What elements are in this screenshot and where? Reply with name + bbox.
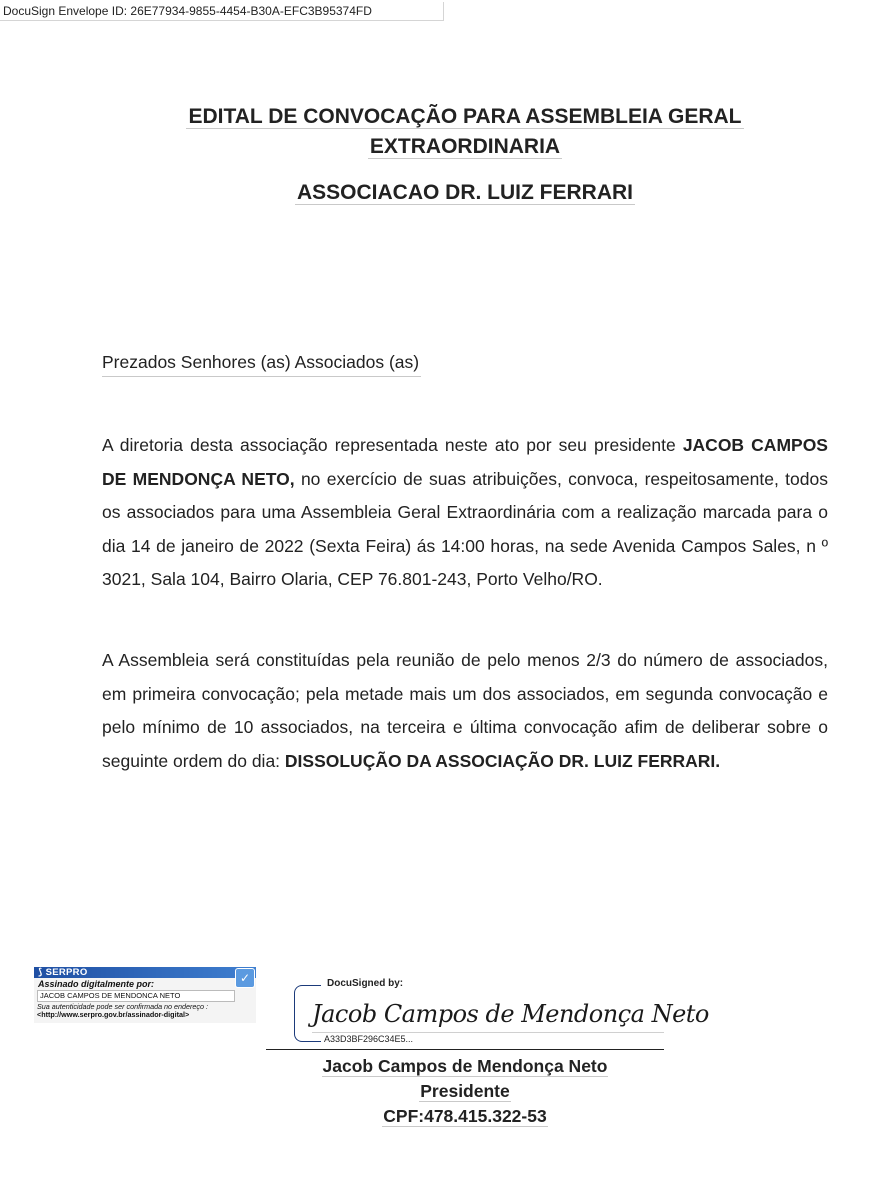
signed-label: Assinado digitalmente por: <box>38 979 155 989</box>
stamp-url: <http://www.serpro.gov.br/assinador-digital> <box>37 1010 190 1019</box>
stamp-signer-name: JACOB CAMPOS DE MENDONCA NETO <box>37 990 235 1002</box>
handwritten-signature: Jacob Campos de Mendonça Neto <box>312 996 664 1033</box>
signatory-cpf: CPF:478.415.322-53 <box>383 1106 547 1126</box>
signatory-role: Presidente <box>420 1081 510 1101</box>
document-title-line2: EXTRAORDINARIA <box>369 135 561 158</box>
document-title-line1: EDITAL DE CONVOCAÇÃO PARA ASSEMBLEIA GERAL <box>188 105 742 128</box>
agenda-item: DISSOLUÇÃO DA ASSOCIAÇÃO DR. LUIZ FERRARI. <box>284 750 721 771</box>
stamp-note: Sua autenticidade pode ser confirmada no endereço : <box>37 1002 209 1011</box>
serpro-logo: ⟆ SERPRO <box>38 967 88 978</box>
organization-name: ASSOCIACAO DR. LUIZ FERRARI <box>297 181 633 204</box>
certificate-icon: ✓ <box>235 968 255 988</box>
signatory-name: Jacob Campos de Mendonça Neto <box>322 1056 608 1076</box>
president-name: JACOB CAMPOS DE MENDONÇA NETO, <box>102 435 828 489</box>
signature-line <box>266 1049 664 1050</box>
convocation-paragraph: A diretoria desta associação representada neste ato por seu presidente JACOB CAMPOS DE MENDONÇA NETO, no exercício de suas atribuições, convoca, respeitosamente, todos os associados para uma Assembleia Geral Extraordinária com a realização marcada para o dia 14 de janeiro de 2022 (Sexta Feira) ás 14:00 horas, na sede Avenida Campos Sales, n º 3021, Sala 104, Bairro Olaria, CEP 76.801-243, Porto Velho/RO. <box>102 435 828 590</box>
docusign-code: A33D3BF296C34E5... <box>324 1034 414 1044</box>
quorum-paragraph: A Assembleia será constituídas pela reunião de pelo menos 2/3 do número de associados, em primeira convocação; pela metade mais um dos associados, em segunda convocação e pelo mínimo de 10 associados, na terceira e última convocação afim de deliberar sobre o seguinte ordem do dia: DISSOLUÇÃO DA ASSOCIAÇÃO DR. LUIZ FERRARI. <box>102 650 828 771</box>
greeting: Prezados Senhores (as) Associados (as) <box>102 348 421 377</box>
docusign-envelope-id: DocuSign Envelope ID: 26E77934-9855-4454-B30A-EFC3B95374FD <box>0 2 444 21</box>
serpro-signature-stamp <box>34 967 256 1023</box>
docusigned-by-label: DocuSigned by: <box>327 978 404 989</box>
